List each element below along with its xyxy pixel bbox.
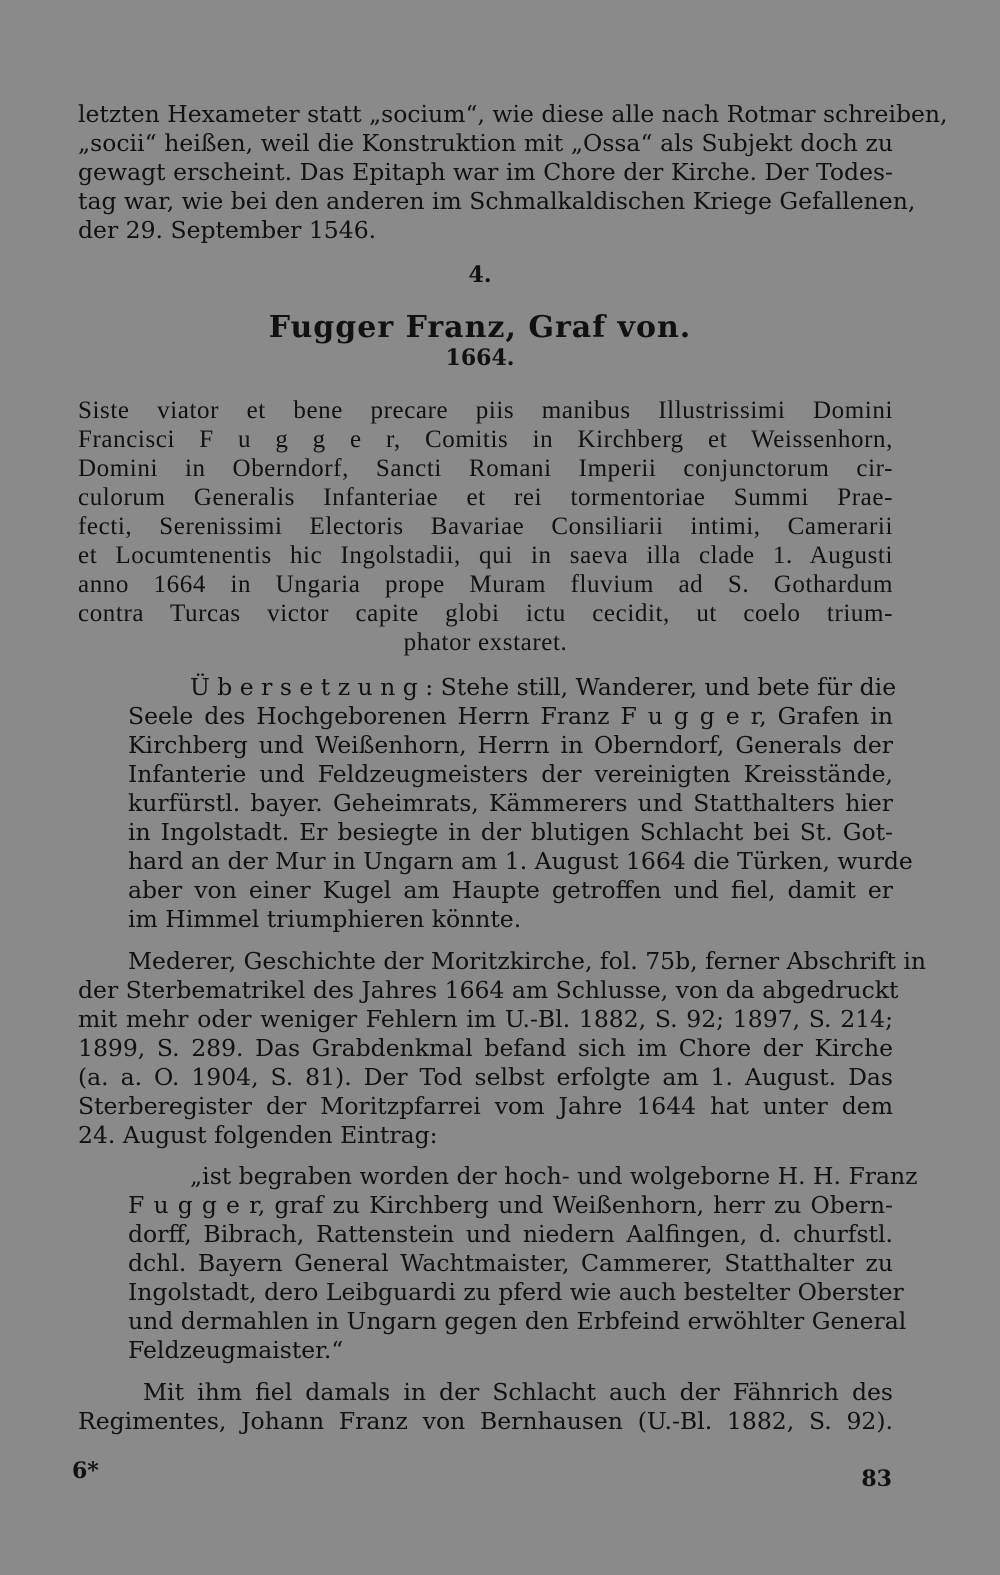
signature-mark: 6*	[72, 1458, 99, 1484]
quote-line: „ist begraben worden der hoch- und wolgeborne H. H. Franz	[190, 1162, 918, 1190]
translation-line: Seele des Hochgeborenen Herrn Franz F u g g e r, Grafen in	[128, 702, 893, 730]
quote-line: Ingolstadt, dero Leibguardi zu pferd wie auch bestelter Oberster	[128, 1278, 904, 1306]
text-line: der Sterbematrikel des Jahres 1664 am Schlusse, von da abgedruckt	[78, 976, 899, 1004]
text-line: tag war, wie bei den anderen im Schmalkaldischen Kriege Gefallenen,	[78, 187, 916, 215]
inscription-line: anno 1664 in Ungaria prope Muram fluvium ad S. Gothardum	[78, 571, 893, 598]
text-line: der 29. September 1546.	[78, 216, 377, 244]
translation-line: im Himmel triumphieren könnte.	[128, 905, 522, 933]
entry-title: Fugger Franz, Graf von.	[268, 310, 692, 345]
quote-line: dchl. Bayern General Wachtmaister, Cammerer, Statthalter zu	[128, 1249, 893, 1277]
inscription-line: Francisci F u g g e r, Comitis in Kirchberg et Weissenhorn,	[78, 426, 893, 453]
inscription-line: culorum Generalis Infanteriae et rei tormentoriae Summi Prae-	[78, 484, 893, 511]
text-line: 1899, S. 289. Das Grabdenkmal befand sich im Chore der Kirche	[78, 1034, 893, 1062]
translation-line: Ü b e r s e t z u n g : Stehe still, Wanderer, und bete für die	[190, 673, 897, 701]
translation-line: Infanterie und Feldzeugmeisters der vereinigten Kreisstände,	[128, 760, 893, 788]
entry-year: 1664.	[445, 345, 515, 371]
text-line: 24. August folgenden Eintrag:	[78, 1121, 438, 1149]
entry-number: 4.	[468, 262, 492, 288]
inscription-line: Domini in Oberndorf, Sancti Romani Imperii conjunctorum cir-	[78, 455, 893, 482]
translation-line: aber von einer Kugel am Haupte getroffen und fiel, damit er	[128, 876, 893, 904]
quote-line: und dermahlen in Ungarn gegen den Erbfeind erwöhlter General	[128, 1307, 907, 1335]
translation-line: hard an der Mur in Ungarn am 1. August 1664 die Türken, wurde	[128, 847, 913, 875]
text-line: Mit ihm fiel damals in der Schlacht auch der Fähnrich des	[143, 1378, 893, 1406]
translation-line: kurfürstl. bayer. Geheimrats, Kämmerers und Statthalters hier	[128, 789, 893, 817]
text-line: Mederer, Geschichte der Moritzkirche, fol. 75b, ferner Abschrift in	[128, 947, 927, 975]
translation-line: in Ingolstadt. Er besiegte in der blutigen Schlacht bei St. Got-	[128, 818, 893, 846]
inscription-line: phator exstaret.	[403, 629, 568, 656]
text-line: Regimentes, Johann Franz von Bernhausen (U.-Bl. 1882, S. 92).	[78, 1407, 893, 1435]
translation-line: Kirchberg und Weißenhorn, Herrn in Oberndorf, Generals der	[128, 731, 893, 759]
quote-line: Feldzeugmaister.“	[128, 1336, 344, 1364]
inscription-line: fecti, Serenissimi Electoris Bavariae Consiliarii intimi, Camerarii	[78, 513, 893, 540]
text-line: mit mehr oder weniger Fehlern im U.-Bl. 1882, S. 92; 1897, S. 214;	[78, 1005, 893, 1033]
inscription-line: Siste viator et bene precare piis manibus Illustrissimi Domini	[78, 397, 893, 424]
quote-line: F u g g e r, graf zu Kirchberg und Weißenhorn, herr zu Obern-	[128, 1191, 893, 1219]
text-line: Sterberegister der Moritzpfarrei vom Jahre 1644 hat unter dem	[78, 1092, 893, 1120]
text-line: „socii“ heißen, weil die Konstruktion mit „Ossa“ als Subjekt doch zu	[78, 129, 893, 157]
text-line: (a. a. O. 1904, S. 81). Der Tod selbst erfolgte am 1. August. Das	[78, 1063, 893, 1091]
text-line: gewagt erscheint. Das Epitaph war im Chore der Kirche. Der Todes-	[78, 158, 893, 186]
inscription-line: et Locumtenentis hic Ingolstadii, qui in saeva illa clade 1. Augusti	[78, 542, 893, 569]
quote-line: dorff, Bibrach, Rattenstein und niedern Aalfingen, d. churfstl.	[128, 1220, 893, 1248]
inscription-line: contra Turcas victor capite globi ictu cecidit, ut coelo trium-	[78, 600, 893, 627]
text-line: letzten Hexameter statt „socium“, wie diese alle nach Rotmar schreiben,	[78, 100, 948, 128]
page-number: 83	[861, 1466, 892, 1492]
